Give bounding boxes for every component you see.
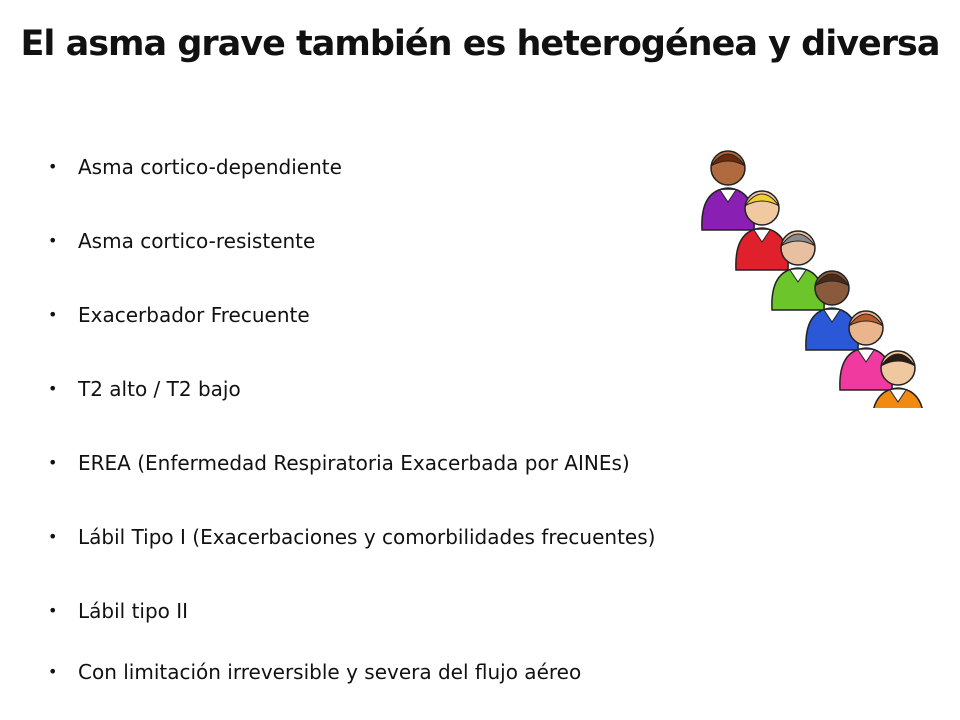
bullet-text: Asma cortico-resistente [78, 229, 316, 253]
bullet-item [48, 596, 188, 626]
bullet-text: Exacerbador Frecuente [78, 303, 310, 327]
bullet-text: Con limitación irreversible y severa del flujo aéreo [78, 660, 582, 684]
bullet-dot: • [48, 231, 58, 250]
bullet-item [48, 522, 655, 552]
bullet-item [48, 226, 315, 256]
bullet-item [48, 374, 241, 404]
slide-title: El asma grave también es heterogénea y diversa [20, 24, 940, 64]
bullet-dot: • [48, 662, 58, 681]
bullet-text: Lábil tipo II [78, 599, 189, 623]
bullet-dot: • [48, 527, 58, 546]
bullet-text: Lábil Tipo I (Exacerbaciones y comorbilidades frecuentes) [78, 525, 656, 549]
bullet-item [48, 152, 342, 182]
bullet-text: T2 alto / T2 bajo [78, 377, 241, 401]
bullet-dot: • [48, 379, 58, 398]
bullet-text: Asma cortico-dependiente [78, 155, 342, 179]
bullet-item [48, 300, 310, 330]
bullet-dot: • [48, 305, 58, 324]
bullet-item [48, 657, 581, 687]
bullet-item [48, 448, 630, 478]
bullet-dot: • [48, 601, 58, 620]
bullet-dot: • [48, 453, 58, 472]
person-figure [702, 151, 754, 230]
people-group-icon [700, 128, 930, 408]
bullet-dot: • [48, 157, 58, 176]
bullet-text: EREA (Enfermedad Respiratoria Exacerbada por AINEs) [78, 451, 630, 475]
